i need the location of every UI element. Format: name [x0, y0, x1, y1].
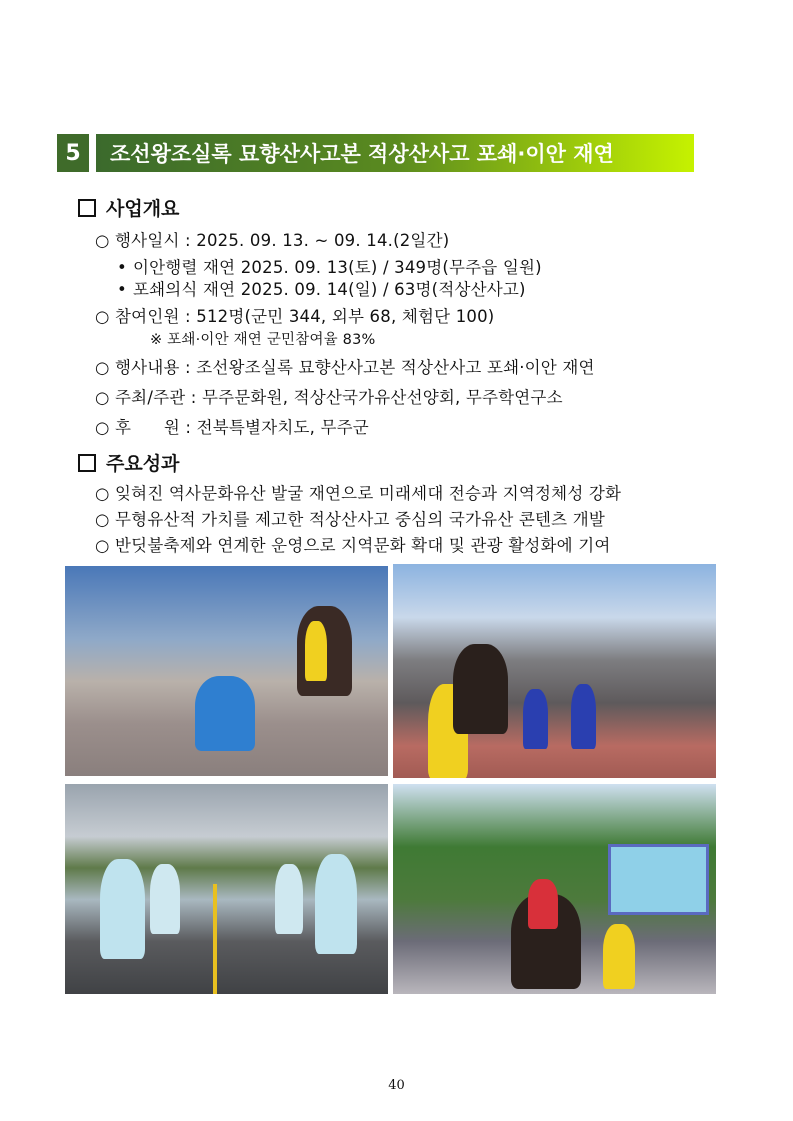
figure-horse	[453, 644, 508, 734]
billboard	[608, 844, 709, 915]
photo-procession-bridge	[65, 784, 388, 994]
bullet-icon: •	[117, 280, 127, 299]
checkbox-square-icon	[78, 454, 96, 472]
sub-item-ritual	[117, 276, 526, 300]
photo-procession-horse	[393, 564, 716, 778]
results-heading-text: 주요성과	[106, 453, 180, 475]
results-heading	[78, 449, 179, 476]
figure-blue-robe	[523, 689, 548, 749]
event-content: ○ 행사내용 : 조선왕조실록 묘향산사고본 적상산사고 포쇄·이안 재연	[95, 358, 595, 377]
figure-costume	[195, 676, 255, 751]
section-number: 5	[57, 134, 89, 172]
participation-note: ※ 포쇄·이안 재연 군민참여율 83%	[150, 332, 376, 348]
checkbox-square-icon	[78, 199, 96, 217]
figure-yellow-robe	[603, 924, 635, 989]
figure-white-robe	[100, 859, 145, 959]
figure-yellow-robe	[305, 621, 327, 681]
result-item: ○ 잊혀진 역사문화유산 발굴 재연으로 미래세대 전승과 지역정체성 강화	[95, 484, 622, 503]
overview-heading-text: 사업개요	[106, 198, 180, 220]
result-item: ○ 무형유산적 가치를 제고한 적상산사고 중심의 국가유산 콘텐츠 개발	[95, 510, 606, 529]
bullet-icon: •	[117, 258, 127, 277]
sub-item-text: 이안행렬 재연 2025. 09. 13(토) / 349명(무주읍 일원)	[133, 258, 542, 277]
page-number: 40	[388, 1078, 405, 1093]
host-organizer: ○ 주최/주관 : 무주문화원, 적상산국가유산선양회, 무주학연구소	[95, 388, 563, 407]
road-center-line	[213, 884, 217, 994]
figure-red-robe	[528, 879, 558, 929]
participants: ○ 참여인원 : 512명(군민 344, 외부 68, 체험단 100)	[95, 307, 495, 326]
overview-heading	[78, 194, 179, 221]
section-title: 조선왕조실록 묘향산사고본 적상산사고 포쇄·이안 재연	[96, 134, 694, 172]
sponsor: ○ 후 원 : 전북특별자치도, 무주군	[95, 418, 369, 437]
result-item: ○ 반딧불축제와 연계한 운영으로 지역문화 확대 및 관광 활성화에 기여	[95, 536, 611, 555]
event-date: ○ 행사일시 : 2025. 09. 13. ~ 09. 14.(2일간)	[95, 231, 450, 250]
figure-blue-robe	[571, 684, 596, 749]
photo-procession-street	[393, 784, 716, 994]
figure-white-robe	[275, 864, 303, 934]
photo-ritual-bow	[65, 566, 388, 776]
figure-white-robe	[315, 854, 357, 954]
sub-item-procession	[117, 254, 542, 278]
sub-item-text: 포쇄의식 재연 2025. 09. 14(일) / 63명(적상산사고)	[133, 280, 526, 299]
figure-white-robe	[150, 864, 180, 934]
